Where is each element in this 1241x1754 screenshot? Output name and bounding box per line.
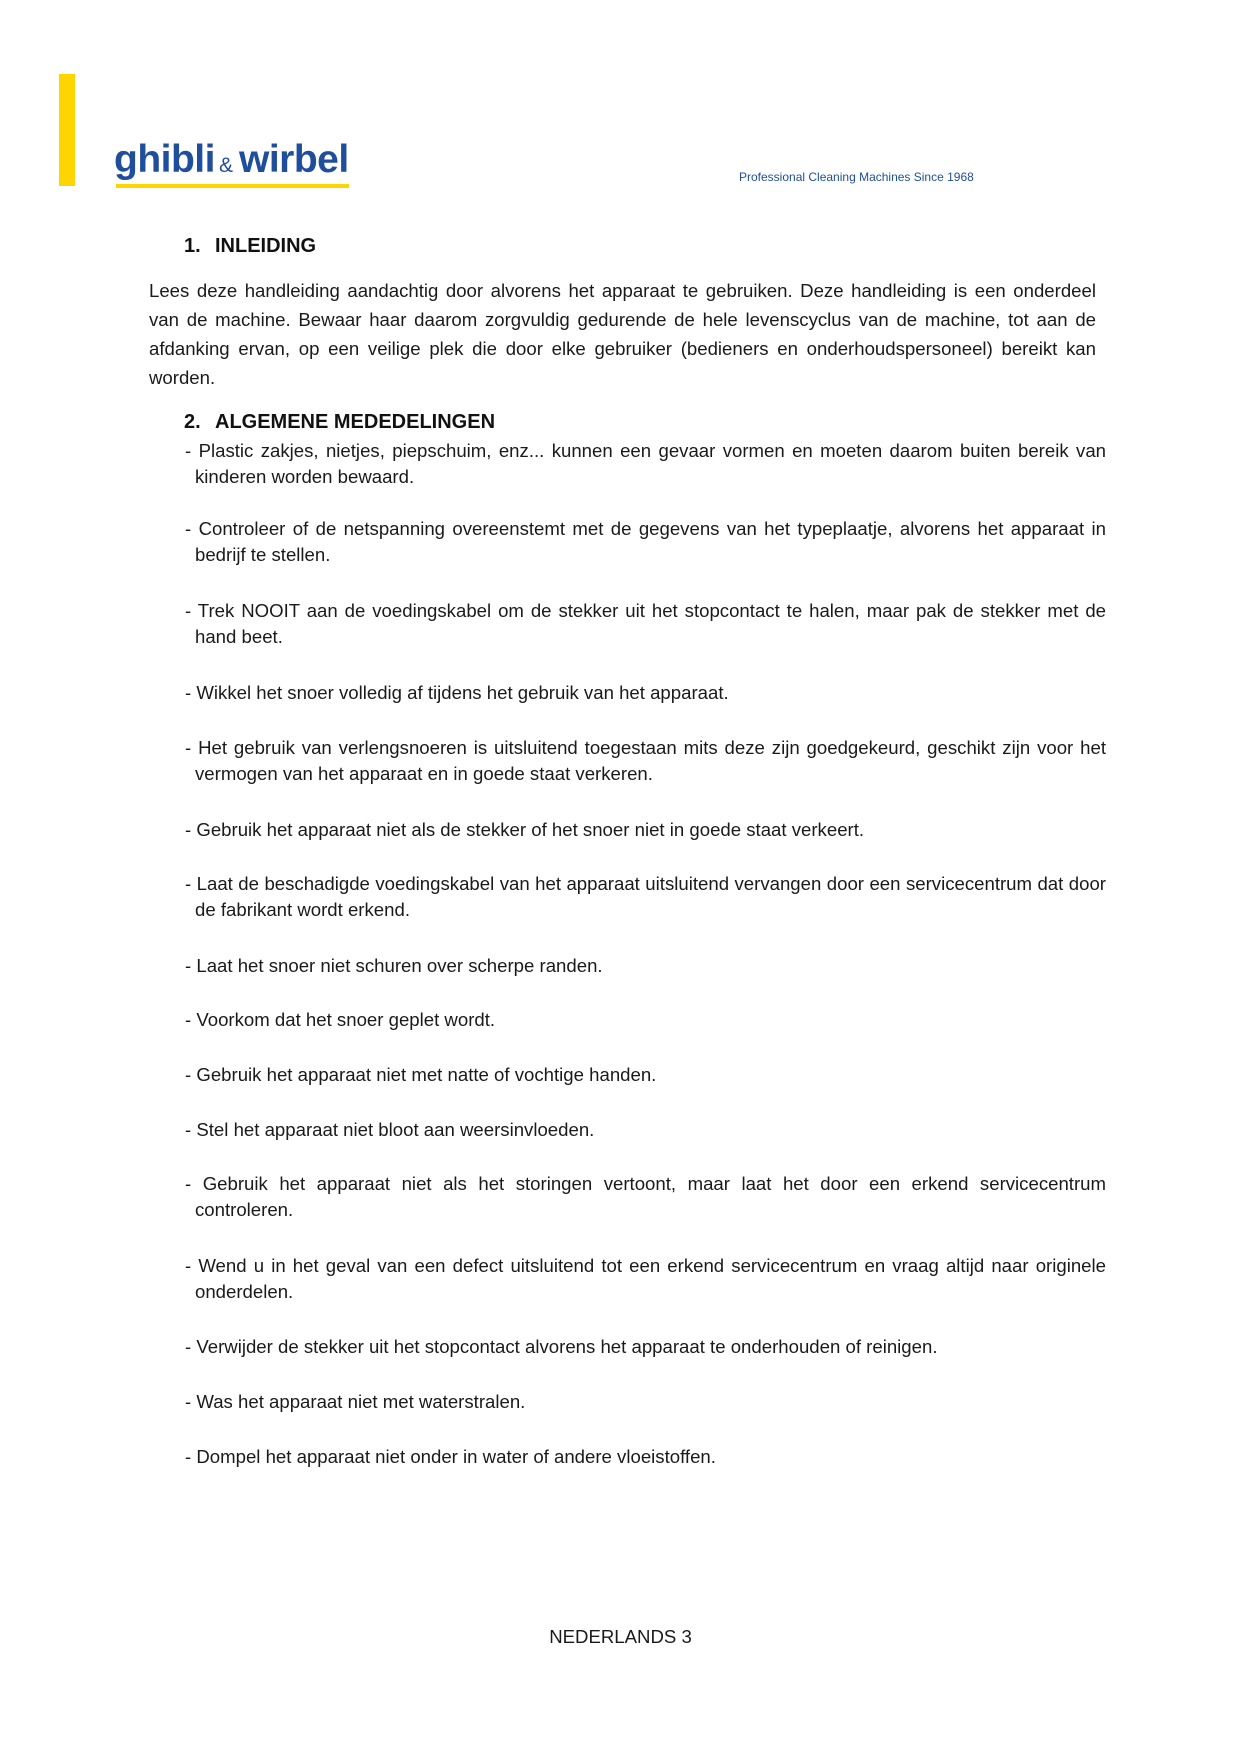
list-item: - Controleer of de netspanning overeenstemt met de gegevens van het typeplaatje, alvorens het apparaat in bedrijf te stellen. bbox=[185, 518, 1106, 565]
list-item: - Was het apparaat niet met waterstralen. bbox=[185, 1391, 526, 1412]
logo-word-wirbel: wirbel bbox=[239, 138, 349, 181]
section-2-number: 2. bbox=[184, 411, 201, 433]
list-item: - Dompel het apparaat niet onder in water of andere vloeistoffen. bbox=[185, 1446, 716, 1467]
list-item: - Stel het apparaat niet bloot aan weersinvloeden. bbox=[185, 1119, 595, 1140]
list-item: - Gebruik het apparaat niet met natte of vochtige handen. bbox=[185, 1064, 657, 1085]
list-item: - Voorkom dat het snoer geplet wordt. bbox=[185, 1009, 496, 1030]
logo-word-ghibli: ghibli bbox=[114, 138, 215, 181]
brand-logo bbox=[114, 138, 349, 190]
section-1-number: 1. bbox=[184, 235, 201, 257]
section-1-paragraph: Lees deze handleiding aandachtig door alvorens het apparaat te gebruiken. Deze handleiding is een onderdeel van de machine. Bewaar haar daarom zorgvuldig gedurende de hele levenscyclus van de machine, tot aan de afdanking ervan, op een veilige plek die door elke gebruiker (bedieners en onderhoudspersoneel) bereikt kan worden. bbox=[149, 280, 1096, 388]
brand-tagline: Professional Cleaning Machines Since 1968 bbox=[739, 170, 974, 184]
list-item: - Wikkel het snoer volledig af tijdens het gebruik van het apparaat. bbox=[185, 682, 729, 703]
list-item: - Plastic zakjes, nietjes, piepschuim, enz... kunnen een gevaar vormen en moeten daarom buiten bereik van kinderen worden bewaard. bbox=[185, 440, 1106, 487]
list-item: - Laat de beschadigde voedingskabel van het apparaat uitsluitend vervangen door een servicecentrum dat door de fabrikant wordt erkend. bbox=[185, 873, 1106, 920]
logo-ampersand: & bbox=[218, 154, 233, 177]
list-item: - Het gebruik van verlengsnoeren is uitsluitend toegestaan mits deze zijn goedgekeurd, geschikt zijn voor het vermogen van het apparaat en in goede staat verkeren. bbox=[185, 737, 1106, 784]
list-item: - Gebruik het apparaat niet als het storingen vertoont, maar laat het door een erkend servicecentrum controleren. bbox=[185, 1173, 1106, 1220]
section-2-title: ALGEMENE MEDEDELINGEN bbox=[215, 411, 496, 433]
list-item: - Verwijder de stekker uit het stopcontact alvorens het apparaat te onderhouden of reinigen. bbox=[185, 1336, 938, 1357]
list-item: - Trek NOOIT aan de voedingskabel om de stekker uit het stopcontact te halen, maar pak de stekker met de hand beet. bbox=[185, 600, 1106, 647]
brand-accent-bar bbox=[59, 74, 75, 186]
list-item: - Gebruik het apparaat niet als de stekker of het snoer niet in goede staat verkeert. bbox=[185, 819, 865, 840]
list-item: - Wend u in het geval van een defect uitsluitend tot een erkend servicecentrum en vraag altijd naar originele onderdelen. bbox=[185, 1255, 1106, 1302]
section-1-title: INLEIDING bbox=[215, 235, 317, 257]
list-item: - Laat het snoer niet schuren over scherpe randen. bbox=[185, 955, 603, 976]
logo-underline bbox=[116, 184, 349, 188]
section-1-heading bbox=[184, 235, 316, 258]
page-footer: NEDERLANDS 3 bbox=[549, 1626, 692, 1647]
section-2-heading bbox=[184, 411, 495, 434]
